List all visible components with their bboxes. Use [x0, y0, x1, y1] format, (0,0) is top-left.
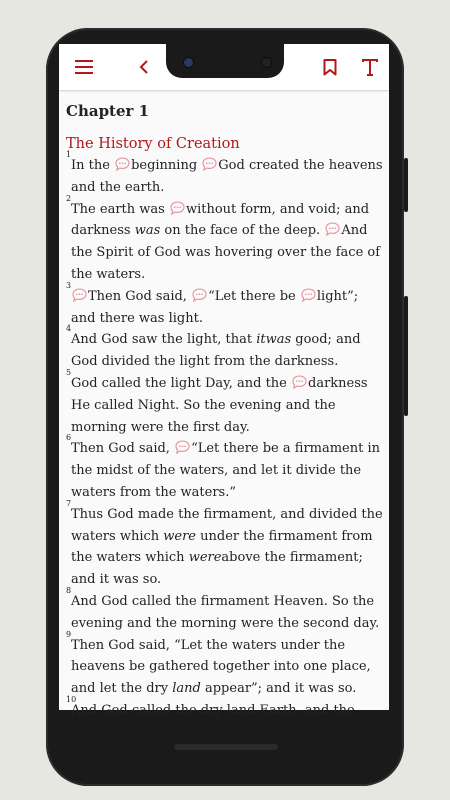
note-icon[interactable]	[72, 288, 87, 302]
verse-number: 10	[66, 694, 77, 704]
note-icon[interactable]	[325, 222, 340, 236]
verse-text: And God saw the light, that	[71, 332, 257, 348]
verse-number: 8	[66, 585, 72, 595]
verse-text-italic: were	[188, 550, 222, 566]
front-sensor	[262, 58, 271, 67]
verse-9	[66, 629, 384, 700]
back-button[interactable]	[129, 52, 159, 82]
bottom-speaker	[174, 744, 278, 750]
text-format-icon	[362, 59, 378, 76]
note-icon[interactable]	[301, 288, 316, 302]
front-camera	[184, 58, 193, 67]
chapter-title: Chapter 1	[66, 102, 150, 120]
verse-text: light”; and there was light.	[71, 288, 359, 326]
verse-number: 9	[66, 629, 72, 639]
note-icon[interactable]	[292, 375, 307, 389]
note-icon[interactable]	[115, 157, 130, 171]
verse-text: And God called the firmament Heaven. So the evening and the morning were the second day.	[71, 593, 380, 631]
note-icon[interactable]	[175, 440, 190, 454]
reading-content	[66, 100, 384, 722]
verse-3	[66, 280, 384, 330]
verse-text: And God called the dry land Earth, and the	[71, 702, 355, 718]
verse-text: And the Spirit of God was hovering over the face of the waters.	[71, 223, 381, 282]
verse-8	[66, 585, 384, 635]
verse-text: on the face of the deep.	[160, 223, 325, 239]
verse-text: God called the light Day, and the	[71, 375, 292, 391]
verse-text: without form, and void; and darkness	[71, 201, 370, 239]
verse-text: darkness He called Night. So the evening and the morning were the first day.	[71, 375, 368, 435]
section-title: The History of Creation	[66, 136, 240, 152]
verse-text: Then God said,	[88, 288, 192, 304]
verse-10	[66, 694, 384, 722]
verse-text: above the firmament; and it was so.	[71, 550, 363, 588]
verse-text-italic: was	[134, 223, 161, 239]
verse-5	[66, 367, 384, 438]
verse-text: Thus God made the firmament, and divided the waters which	[71, 506, 383, 544]
verse-7	[66, 498, 384, 591]
bookmark-icon	[323, 59, 337, 76]
verse-text-italic: itwas	[256, 332, 292, 348]
verse-text: God created the heavens and the earth.	[71, 158, 383, 195]
verse-text: “Let there be a firmament in the midst of the waters, and let it divide the waters from the waters.”	[71, 441, 381, 500]
verse-text: beginning	[131, 158, 202, 173]
verse-number: 2	[66, 193, 72, 203]
verse-text-italic: land	[172, 681, 201, 697]
menu-button[interactable]	[69, 52, 99, 82]
hamburger-menu-icon	[75, 60, 93, 74]
verse-number: 4	[66, 324, 72, 334]
verse-number: 7	[66, 498, 72, 508]
note-icon[interactable]	[202, 157, 217, 171]
verse-text: Then God said, “Let the waters under the heavens be gathered together into one place, and let the dry	[71, 637, 371, 697]
verse-text: appear”; and it was so.	[200, 681, 357, 697]
verse-6	[66, 433, 384, 503]
text-format-button[interactable]	[355, 52, 385, 82]
verse-number: 1	[66, 150, 72, 159]
verse-text: The earth was	[71, 201, 169, 217]
verse-number: 5	[66, 367, 72, 377]
verse-number: 6	[66, 433, 72, 443]
bookmark-button[interactable]	[315, 52, 345, 82]
verse-2	[66, 193, 384, 286]
verse-text-italic: were	[163, 528, 196, 544]
chevron-left-icon	[139, 60, 149, 74]
verse-1	[66, 150, 384, 199]
verse-text: under the firmament from the waters which	[71, 528, 373, 566]
screen	[59, 44, 389, 718]
verse-4	[66, 324, 384, 373]
verse-number: 3	[66, 280, 72, 290]
verse-text: “Let there be	[208, 288, 300, 304]
note-icon[interactable]	[170, 201, 185, 215]
verse-text: Then God said,	[71, 441, 175, 457]
verse-text: good; and God divided the light from the darkness.	[71, 332, 361, 370]
power-button	[404, 158, 408, 212]
verse-text: In the	[71, 158, 115, 173]
note-icon[interactable]	[192, 288, 207, 302]
volume-button	[404, 296, 408, 416]
